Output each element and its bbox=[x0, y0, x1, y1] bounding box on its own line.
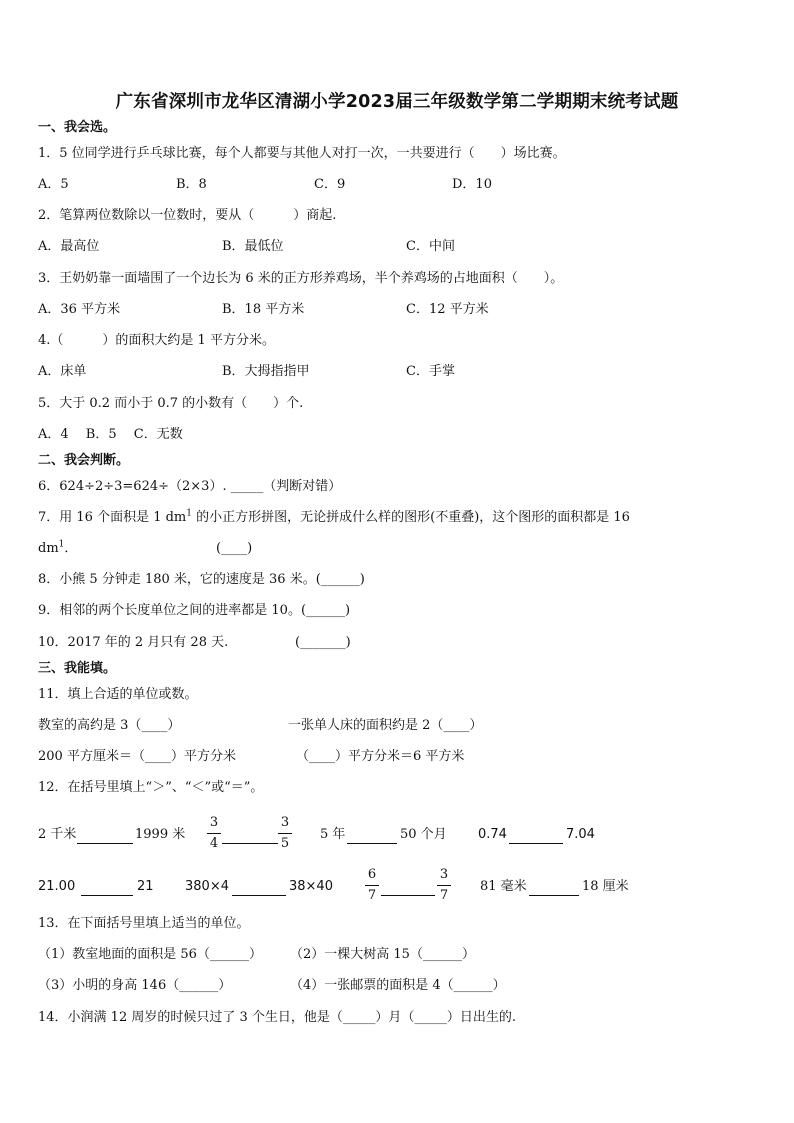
q12-r2-b-left: 380×4 bbox=[185, 879, 229, 894]
q13-item-4: （4）一张邮票的面积是 4（______） bbox=[290, 978, 506, 993]
question-3: 3．王奶奶靠一面墙围了一个边长为 6 米的正方形养鸡场，半个养鸡场的占地面积（ ）。 bbox=[38, 271, 564, 286]
q4-option-b: B．大拇指指甲 bbox=[222, 364, 310, 379]
q11-item-b: 一张单人床的面积约是 2（____） bbox=[288, 718, 483, 733]
question-13: 13．在下面括号里填上适当的单位。 bbox=[38, 916, 250, 931]
q1-option-a: A．5 bbox=[38, 177, 69, 192]
q12-r2-fraction-right: 3 7 bbox=[436, 867, 452, 904]
q12-r1-fraction-left: 3 4 bbox=[206, 815, 222, 852]
q3-option-b: B．18 平方米 bbox=[222, 302, 305, 317]
question-2: 2．笔算两位数除以一位数时，要从（ ）商起. bbox=[38, 208, 337, 223]
q1-option-d: D．10 bbox=[452, 177, 492, 192]
q10-answer-blank: (_______) bbox=[295, 635, 351, 650]
q12-r2-fraction-left: 6 7 bbox=[364, 867, 380, 904]
q11-item-a: 教室的高约是 3（____） bbox=[38, 718, 181, 733]
q4-option-c: C．手掌 bbox=[406, 364, 455, 379]
q12-r1-a-blank bbox=[77, 843, 133, 844]
q12-r1-d-right: 7.04 bbox=[566, 827, 595, 842]
question-8: 8．小熊 5 分钟走 180 米，它的速度是 36 米。(______) bbox=[38, 572, 365, 587]
q12-r2-a-right: 21 bbox=[137, 879, 154, 894]
question-5: 5．大于 0.2 而小于 0.7 的小数有（ ）个. bbox=[38, 396, 304, 411]
q4-option-a: A．床单 bbox=[38, 364, 87, 379]
q1-option-b: B．8 bbox=[176, 177, 207, 192]
q11-item-c: 200 平方厘米＝（____）平方分米 bbox=[38, 749, 236, 764]
q12-r1-fraction-right: 3 5 bbox=[277, 815, 293, 852]
q2-option-c: C．中间 bbox=[406, 239, 455, 254]
q12-r1-d-blank bbox=[509, 843, 563, 844]
question-6: 6．624÷2÷3=624÷（2×3）. _____（判断对错） bbox=[38, 479, 342, 494]
q12-r1-a-right: 1999 米 bbox=[135, 827, 186, 842]
q12-r1-a-left: 2 千米 bbox=[38, 827, 77, 842]
q3-option-a: A．36 平方米 bbox=[38, 302, 121, 317]
question-14: 14．小润满 12 周岁的时候只过了 3 个生日，他是（_____）月（_____）日出生的. bbox=[38, 1010, 517, 1025]
q12-r1-c-right: 50 个月 bbox=[400, 827, 447, 842]
q13-item-1: （1）教室地面的面积是 56（______） bbox=[38, 947, 262, 962]
q12-r2-a-blank bbox=[81, 895, 133, 896]
q12-r2-b-blank bbox=[232, 895, 286, 896]
q12-r1-c-left: 5 年 bbox=[320, 827, 346, 842]
q12-r2-a-left: 21.00 bbox=[38, 879, 76, 894]
page-title: 广东省深圳市龙华区清湖小学2023届三年级数学第二学期期末统考试题 bbox=[115, 92, 679, 112]
q12-r2-c-blank bbox=[381, 895, 435, 896]
q5-options: A．4 B．5 C．无数 bbox=[38, 427, 183, 442]
q12-r1-b-blank bbox=[222, 843, 278, 844]
q12-r2-d-blank bbox=[529, 895, 579, 896]
q1-option-c: C．9 bbox=[314, 177, 346, 192]
q12-r1-c-blank bbox=[347, 843, 397, 844]
q2-option-a: A．最高位 bbox=[38, 239, 100, 254]
q3-option-c: C．12 平方米 bbox=[406, 302, 489, 317]
q2-option-b: B．最低位 bbox=[222, 239, 284, 254]
q12-r1-d-left: 0.74 bbox=[478, 827, 507, 842]
q7-answer-blank: (____) bbox=[216, 541, 253, 556]
section-2-heading: 二、我会判断。 bbox=[38, 453, 130, 468]
question-4: 4.（ ）的面积大约是 1 平方分米。 bbox=[38, 333, 275, 348]
question-7-cont: $dm^1$． bbox=[38, 539, 78, 556]
question-7: 7．用 16 个面积是 1 $dm^1$ 的小正方形拼图，无论拼成什么样的图形(不重叠)，这个图形的面积都是 16 bbox=[38, 508, 630, 525]
q12-r2-d-right: 18 厘米 bbox=[582, 879, 629, 894]
question-11: 11．填上合适的单位或数。 bbox=[38, 687, 198, 702]
q12-r2-b-right: 38×40 bbox=[289, 879, 333, 894]
question-9: 9．相邻的两个长度单位之间的进率都是 10。(______) bbox=[38, 603, 351, 618]
q13-item-2: （2）一棵大树高 15（______） bbox=[290, 947, 475, 962]
q11-item-d: （____）平方分米＝6 平方米 bbox=[296, 749, 465, 764]
q12-r2-d-left: 81 毫米 bbox=[480, 879, 527, 894]
section-1-heading: 一、我会选。 bbox=[38, 120, 117, 135]
q13-item-3: （3）小明的身高 146（______） bbox=[38, 978, 232, 993]
question-12: 12．在括号里填上“＞”、“＜”或“＝”。 bbox=[38, 780, 264, 795]
question-1: 1．5 位同学进行乒乓球比赛，每个人都要与其他人对打一次，一共要进行（ ）场比赛。 bbox=[38, 146, 566, 161]
section-3-heading: 三、我能填。 bbox=[38, 661, 117, 676]
question-10: 10．2017 年的 2 月只有 28 天. bbox=[38, 635, 229, 650]
